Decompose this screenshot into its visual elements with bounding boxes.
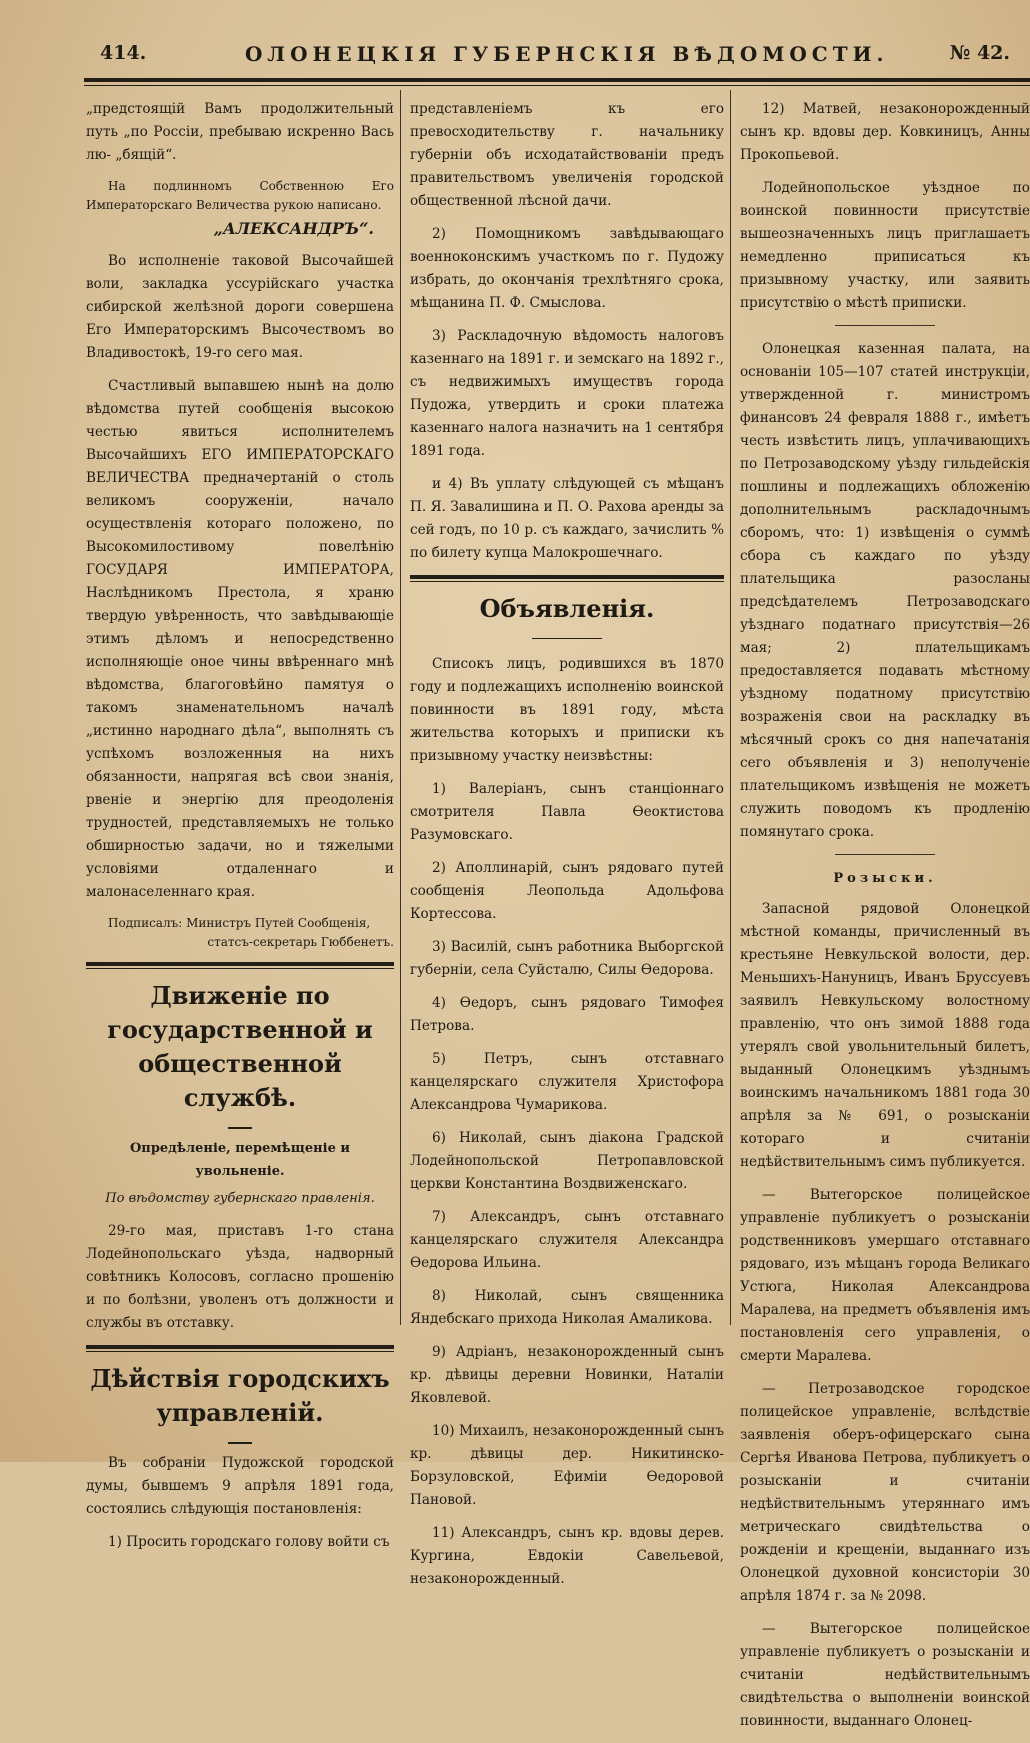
paragraph: Списокъ лицъ, родившихся въ 1870 году и подлежащихъ исполненію воинской повинности въ 1891 году, мѣста жительства которыхъ и приписки къ призывному участку неизвѣстны: [410, 656, 724, 764]
header-rule-thick [84, 78, 1030, 82]
dash-separator [228, 1442, 252, 1444]
list-item: 9) Адріанъ, незаконорожденный сынъ кр. дѣвицы деревни Новинки, Наталіи Яковлевой. [410, 1344, 724, 1406]
column-1 [86, 98, 394, 1564]
header-rule-thin [84, 85, 1030, 86]
signatory-name: статсъ-секретарь Гюббенетъ. [207, 935, 394, 949]
paragraph: 2) Помощникомъ завѣдывающаго военноконскимъ участкомъ по г. Пудожу избрать, до окончанія трехлѣтняго срока, мѣщанина П. Ф. Смыслова. [410, 226, 724, 311]
paragraph: Въ собраніи Пудожской городской думы, бывшемъ 9 апрѣля 1891 года, состоялись слѣдующія постановленія: [86, 1455, 394, 1517]
page-header [80, 36, 1020, 76]
list-item: 11) Александръ, сынъ кр. вдовы дерев. Кургина, Евдокіи Савельевой, незаконорожденный. [410, 1525, 724, 1587]
section-rule [86, 1351, 394, 1352]
dash-separator [228, 1127, 252, 1129]
separator [835, 854, 935, 855]
paragraph: Запасной рядовой Олонецкой мѣстной команды, причисленный въ крестьяне Невкульской волости, дер. Меньшихъ-Нануницъ, Иванъ Бруссуевъ заявилъ Невкульскому волостному правленію, что онъ зимой 1888 года утерялъ свой увольнительный билетъ, выданный Олонецкимъ уѣзднымъ воинскимъ начальникомъ 1881 года 30 апрѣля за № 691, о розысканіи котораго и считаніи недѣйствительнымъ симъ публикуется. [740, 901, 1030, 1170]
section-rule [410, 581, 724, 582]
short-separator [532, 638, 602, 639]
paragraph: Олонецкая казенная палата, на основаніи 105—107 статей инструкціи, утвержденной г. министромъ финансовъ 24 февраля 1888 г., имѣетъ честь извѣстить лицъ, уплачивающихъ по Петрозаводскому уѣзду гильдейскія пошлины и подлежащихъ обложенію дополнительнымъ раскладочнымъ сборомъ, что: 1) извѣщенія о суммѣ сбора съ каждаго по уѣзду плательщика разосланы предсѣдателемъ Петрозаводскаго уѣзднаго податнаго присутствія—26 мая; 2) плательщикамъ предоставляется подавать мѣстному уѣздному податному присутствію возраженія свои на раскладку въ мѣсячный срокъ со дня напечатанія сего объявленія и 3) неполученіе плательщикомъ извѣщенія не можетъ служить поводомъ къ продленію помянутаго срока. [740, 341, 1030, 840]
column-2 [410, 98, 724, 1601]
paragraph: „предстоящій Вамъ продолжительный путь „по Россіи, пребываю искренно Вась лю- „бящій“. [86, 101, 394, 163]
issue-number: № 42. [949, 42, 1010, 64]
column-3 [740, 98, 1030, 1743]
section-rule [86, 968, 394, 969]
separator [835, 325, 935, 326]
list-item: 1) Валеріанъ, сынъ станціоннаго смотрителя Павла Ѳеоктистова Разумовскаго. [410, 781, 724, 843]
list-item: 12) Матвей, незаконорожденный сынъ кр. вдовы дер. Ковкиницъ, Анны Прокопьевой. [740, 101, 1030, 163]
list-item: 5) Петръ, сынъ отставнаго канцелярскаго служителя Христофора Александрова Чумарикова. [410, 1051, 724, 1113]
newspaper-title: ОЛОНЕЦКІЯ ГУБЕРНСКІЯ ВѢДОМОСТИ. [245, 42, 889, 66]
paragraph: Лодейнопольское уѣздное по воинской повинности присутствіе вышеозначенныхъ лицъ приглашаетъ немедленно приписаться къ призывному участку, или заявить присутствію о мѣстѣ приписки. [740, 180, 1030, 311]
paragraph: На подлинномъ Собственною Его Императорскаго Величества рукою написано. [86, 179, 394, 212]
paragraph: Счастливый выпавшею нынѣ на долю вѣдомства путей сообщенія высокою честью явиться исполнителемъ Высочайшихъ ЕГО ИМПЕРАТОРСКАГО ВЕЛИЧЕСТВА предначертаній о столь великомъ сооруженіи, начало осуществленія котораго положено, по Высокомилостивому повелѣнію ГОСУДАРЯ ИМПЕРАТОРА, Наслѣдникомъ Престола, я храню твердую увѣренность, что завѣдывающіе этимъ дѣломъ и непосредственно исполняющіе оное чины ввѣреннаго мнѣ вѣдомства, благоговѣйно памятуя о такомъ знаменательномъ началѣ „истинно народнаго дѣла“, выполнять съ успѣхомъ возложенныя на нихъ обязанности, напрягая всѣ свои знанія, рвеніе и энергію для преодоленія трудностей, представляемыхъ не только обширностью задачи, но и тяжелыми условіями отдаленнаго и малонаселеннаго края. [86, 378, 394, 900]
section-title: Движеніе по государственной и общественной службѣ. [107, 981, 373, 1112]
page-number: 414. [100, 42, 147, 64]
paragraph: 3) Раскладочную вѣдомость налоговъ казеннаго на 1891 г. и земскаго на 1892 г., съ недвижимыхъ имуществъ города Пудожа, утвердить и сроки платежа казеннаго налога назначить на 1 сентября 1891 года. [410, 328, 724, 459]
section-rule [410, 575, 724, 579]
paragraph: представленіемъ къ его превосходительству г. начальнику губерніи объ исходатайствованіи предъ правительствомъ увеличенія городской общественной лѣсной дачи. [410, 101, 724, 209]
paragraph: 1) Просить городскаго голову войти съ [108, 1534, 390, 1550]
subsection-heading: Опредѣленіе, перемѣщеніе и увольненіе. [129, 1141, 351, 1179]
list-item: 3) Василій, сынъ работника Выборгской губерніи, села Суйсталю, Силы Ѳедорова. [410, 939, 724, 978]
paragraph: 29-го мая, приставъ 1-го стана Лодейнопольскаго уѣзда, надворный совѣтникъ Колосовъ, согласно прошенію и по болѣзни, уволенъ отъ должности и службы въ отставку. [86, 1223, 394, 1331]
section-title: Объявленія. [479, 594, 655, 623]
paragraph: — Петрозаводское городское полицейское управленіе, вслѣдствіе заявленія оберъ-офицерскаго сына Сергѣя Иванова Петрова, публикуетъ о розысканіи и считаніи недѣйствительнымъ утеряннаго имъ метрическаго свидѣтельства о рожденіи и крещеніи, выданнаго изъ Олонецкой духовной консисторіи 30 апрѣля 1874 г. за № 2098. [740, 1381, 1030, 1604]
list-item: 10) Михаилъ, незаконорожденный сынъ кр. дѣвицы дер. Никитинско-Борзуловской, Ефиміи Ѳедоровой Пановой. [410, 1423, 724, 1508]
column-divider [730, 90, 731, 1325]
column-divider [400, 90, 401, 1325]
paragraph: — Вытегорское полицейское управленіе публикуетъ о розысканіи и считаніи недѣйствительнымъ свидѣтельства о выполненіи воинской повинности, выданнаго Олонец- [740, 1621, 1030, 1729]
department-heading: По вѣдомству губернскаго правленія. [105, 1191, 375, 1206]
list-item: 4) Ѳедоръ, сынъ рядоваго Тимофея Петрова. [410, 995, 724, 1034]
signature: „АЛЕКСАНДРЪ“. [213, 219, 374, 238]
list-item: 6) Николай, сынъ діакона Градской Лодейнопольской Петропавловской церкви Константина Воздвиженскаго. [410, 1130, 724, 1192]
list-item: 2) Аполлинарій, сынъ рядоваго путей сообщенія Леопольда Адольфова Кортессова. [410, 860, 724, 922]
list-item: 7) Александръ, сынъ отставнаго канцелярскаго служителя Александра Ѳедорова Ильина. [410, 1209, 724, 1271]
list-item: 8) Николай, сынъ священника Яндебскаго прихода Николая Амаликова. [410, 1288, 724, 1327]
paragraph: — Вытегорское полицейское управленіе публикуетъ о розысканіи родственниковъ умершаго отставнаго рядоваго, изъ мѣщанъ города Великаго Устюга, Николая Александрова Маралева, на предметъ объявленія имъ постановленія сего управленія, о смерти Маралева. [740, 1187, 1030, 1364]
signatory-line: Подписалъ: Министръ Путей Сообщенія, [108, 916, 371, 930]
section-rule [86, 1345, 394, 1349]
section-title: Розыски. [833, 871, 937, 886]
paragraph: Во исполненіе таковой Высочайшей воли, закладка уссурійскаго участка сибирской желѣзной дороги совершена Его Императорскимъ Высочествомъ во Владивостокѣ, 19-го сего мая. [86, 253, 394, 361]
section-title: Дѣйствія городскихъ управленій. [90, 1364, 390, 1427]
paragraph: и 4) Въ уплату слѣдующей съ мѣщанъ П. Я. Завалишина и П. О. Рахова аренды за сей годъ, по 10 р. съ каждаго, зачислить % по билету купца Малокрошечнаго. [410, 476, 724, 561]
section-rule [86, 962, 394, 966]
